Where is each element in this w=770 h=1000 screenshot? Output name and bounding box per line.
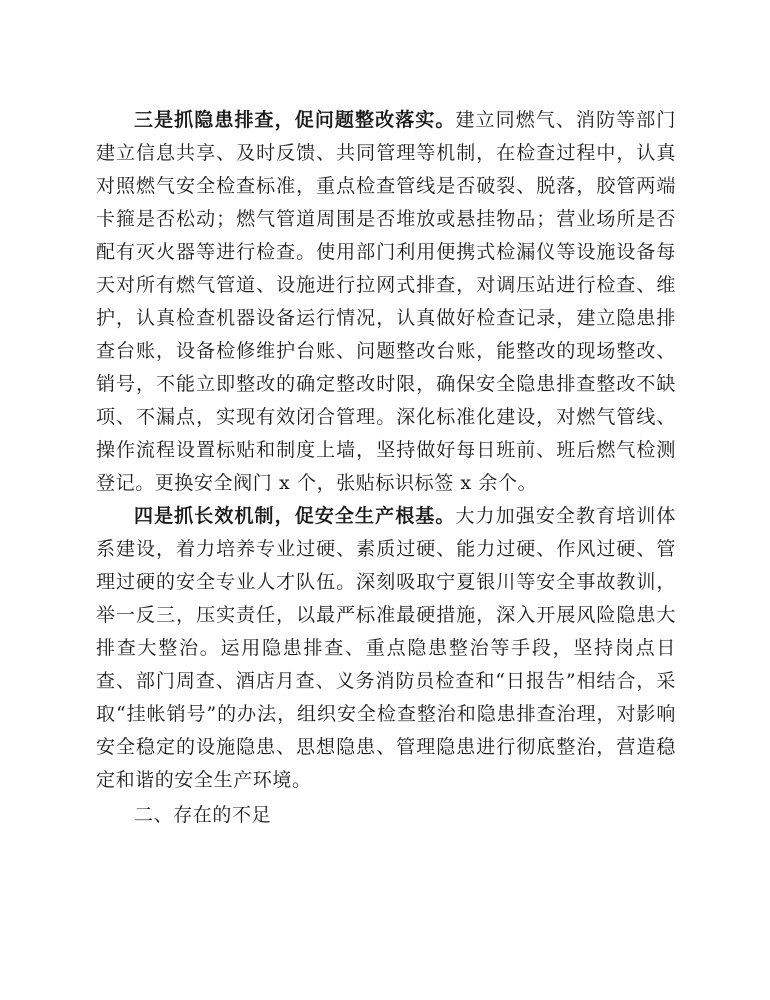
document-page [96, 104, 676, 832]
paragraph-lead-long-term-mechanism: 四是抓长效机制，促安全生产根基。 [134, 505, 456, 527]
paragraph-body-hazard-inspection: 建立同燃气、消防等部门建立信息共享、及时反馈、共同管理等机制，在检查过程中，认真对照燃气安全检查标准，重点检查管线是否破裂、脱落，胶管两端卡箍是否松动；燃气管道周围是否堆放或悬挂物品；营业场所是否配有灭火器等进行检查。使用部门利用便携式检漏仪等设施设备每天对所有燃气管道、设施进行拉网式排查，对调压站进行检查、维护，认真检查机器设备运行情况，认真做好检查记录，建立隐患排查台账，设备检修维护台账、问题整改台账，能整改的现场整改、销号，不能立即整改的确定整改时限，确保安全隐患排查整改不缺项、不漏点，实现有效闭合管理。深化标准化建设，对燃气管线、操作流程设置标贴和制度上墙，坚持做好每日班前、班后燃气检测登记。更换安全阀门 x 个，张贴标识标签 x 余个。 [96, 109, 676, 494]
section-heading-shortcomings: 二、存在的不足 [134, 804, 272, 826]
paragraph-long-term-mechanism [96, 500, 676, 797]
paragraph-body-long-term-mechanism: 大力加强安全教育培训体系建设，着力培养专业过硬、素质过硬、能力过硬、作风过硬、管理过硬的安全专业人才队伍。深刻吸取宁夏银川等安全事故教训，举一反三，压实责任，以最严标准最硬措施，深入开展风险隐患大排查大整治。运用隐患排查、重点隐患整治等手段，坚持岗点日查、部门周查、酒店月查、义务消防员检查和“日报告”相结合，采取“挂帐销号”的办法，组织安全检查整治和隐患排查治理，对影响安全稳定的设施隐患、思想隐患、管理隐患进行彻底整治，营造稳定和谐的安全生产环境。 [96, 505, 676, 791]
paragraph-hazard-inspection [96, 104, 676, 500]
paragraph-lead-hazard-inspection: 三是抓隐患排查，促问题整改落实。 [134, 109, 456, 131]
